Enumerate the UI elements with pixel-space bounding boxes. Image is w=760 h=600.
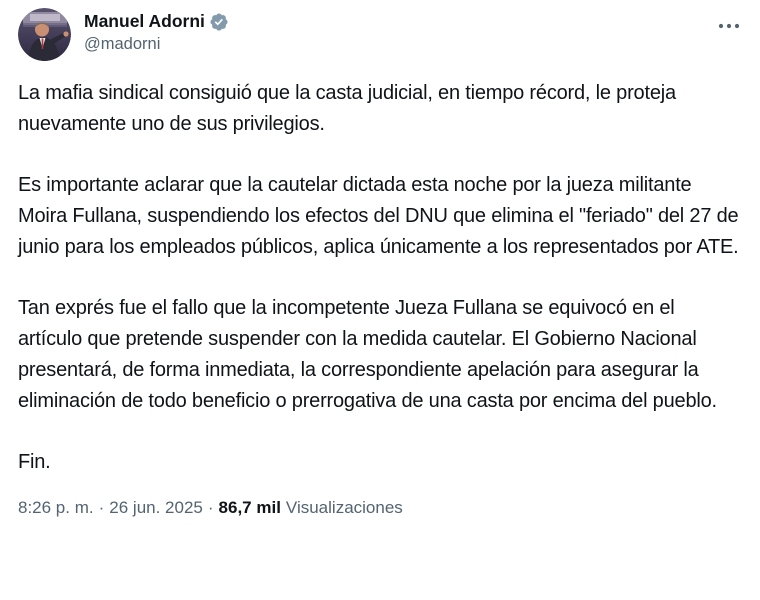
tweet-text-paragraph: La mafia sindical consiguió que la casta judicial, en tiempo récord, le proteja nuevamente uno de sus privilegios. [18,82,676,135]
tweet-text-paragraph: Tan exprés fue el fallo que la incompetente Jueza Fullana se equivocó en el artículo que pretende suspender con la medida cautelar. El Gobierno Nacional presentará, de forma inmediata, la correspondiente apelación para asegurar la eliminación de todo beneficio o prerrogativa de una casta por encima del pueblo. [18,297,717,412]
tweet-date: 26 jun. 2025 [109,498,203,517]
views-count: 86,7 mil [218,498,281,517]
author-names [84,8,229,55]
meta-separator: · [98,498,105,517]
author-handle[interactable]: @madorni [84,35,161,53]
meta-separator: · [207,498,214,517]
views-label: Visualizaciones [285,498,403,517]
tweet-text-paragraph: Es importante aclarar que la cautelar dictada esta noche por la jueza militante Moira Fullana, suspendiendo los efectos del DNU que elimina el "feriado" del 27 de junio para los empleados públicos, aplica únicamente a los representados por ATE. [18,174,739,258]
tweet-meta-footer [18,497,740,518]
verified-badge-icon[interactable] [209,12,229,32]
tweet-text-paragraph: Fin. [18,451,51,473]
tweet-time: 8:26 p. m. [18,498,94,517]
profile-photo-icon [18,8,71,61]
tweet-header [18,8,740,61]
ellipsis-more-icon [718,16,740,33]
tweet-text [18,78,740,478]
author-display-name[interactable]: Manuel Adorni [84,11,205,31]
more-button[interactable] [718,8,740,34]
avatar[interactable] [18,8,71,61]
